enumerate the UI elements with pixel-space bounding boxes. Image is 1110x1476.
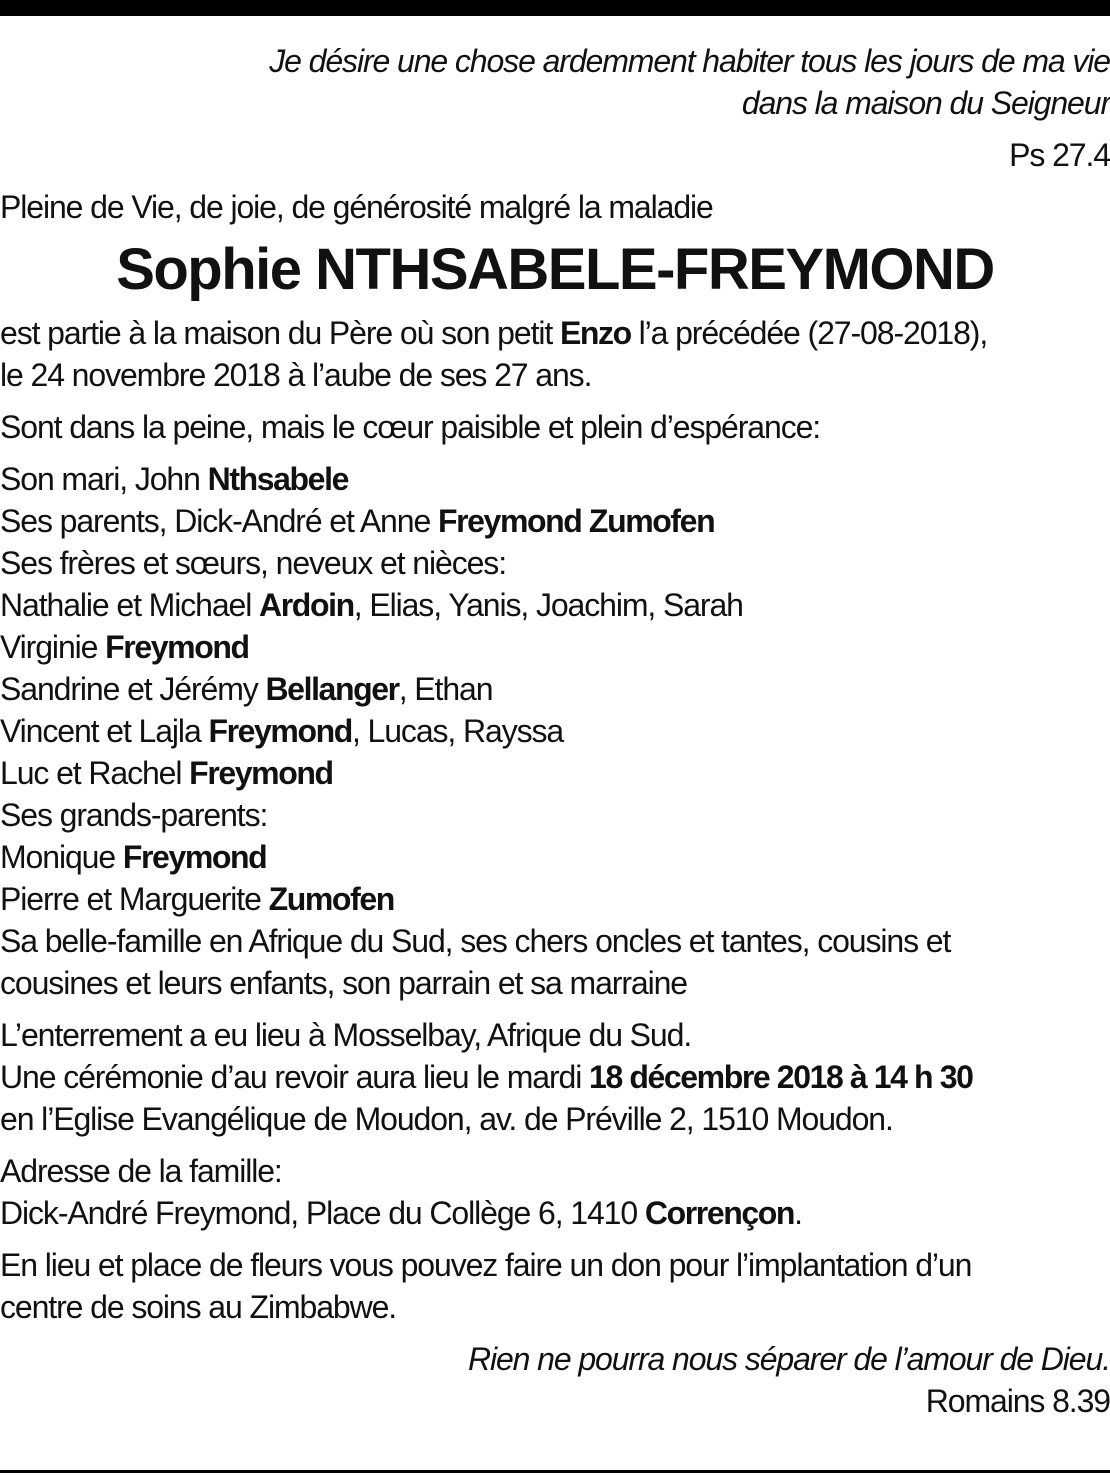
bottom-border-rule: [0, 1470, 1110, 1473]
ceremony-line: [0, 1056, 1110, 1098]
family-line: [0, 878, 1110, 920]
family-line: [0, 836, 1110, 878]
family-line-text: Ses parents, Dick-André et Anne: [0, 503, 438, 539]
family-line: [0, 584, 1110, 626]
family-line: [0, 626, 1110, 668]
burial-line: L’enterrement a eu lieu à Mosselbay, Afrique du Sud.: [0, 1017, 692, 1053]
family-address-town: Corrençon: [644, 1195, 795, 1231]
family-line-surname: Freymond: [208, 713, 352, 749]
family-line-rest: , Lucas, Rayssa: [351, 713, 564, 749]
family-line-text: Pierre et Marguerite: [0, 881, 269, 917]
family-line-surname: Nthsabele: [207, 461, 348, 497]
family-line-surname: Zumofen: [268, 881, 394, 917]
family-line: [0, 542, 1110, 584]
family-address-text: Dick-André Freymond, Place du Collège 6, 1410: [0, 1195, 645, 1231]
family-line-surname: Freymond: [189, 755, 333, 791]
ceremony-date: 18 décembre 2018 à 14 h 30: [589, 1059, 973, 1095]
passing-child-name: Enzo: [559, 315, 631, 351]
family-line: [0, 794, 1110, 836]
ceremony-text: Une cérémonie d’au revoir aura lieu le mardi: [0, 1059, 590, 1095]
passing-text-c: l’a précédée (27-08-2018),: [630, 315, 988, 351]
family-line-text: Sandrine et Jérémy: [0, 671, 266, 707]
family-line: [0, 668, 1110, 710]
family-line-surname: Freymond Zumofen: [437, 503, 715, 539]
opening-verse-reference: Ps 27.4: [1009, 137, 1110, 173]
family-line: [0, 500, 1110, 542]
obituary-notice: [0, 40, 1110, 1422]
passing-line-1: [0, 312, 1110, 354]
passing-text-a: est partie à la maison du Père où son petit: [0, 315, 560, 351]
family-line-text: Ses frères et sœurs, neveux et nièces:: [0, 545, 506, 581]
closing-verse-reference: Romains 8.39: [925, 1383, 1110, 1419]
closing-verse: Rien ne pourra nous séparer de l’amour de Dieu.: [467, 1341, 1110, 1377]
ceremony-location: en l’Eglise Evangélique de Moudon, av. de Préville 2, 1510 Moudon.: [0, 1101, 893, 1137]
family-address-label: Adresse de la famille:: [0, 1153, 282, 1189]
family-line-text: Ses grands-parents:: [0, 797, 268, 833]
top-border-rule: [0, 0, 1110, 16]
family-list: [0, 458, 1110, 920]
passing-line-2: le 24 novembre 2018 à l’aube de ses 27 ans.: [0, 357, 592, 393]
family-line-text: Nathalie et Michael: [0, 587, 260, 623]
family-line-rest: , Ethan: [398, 671, 493, 707]
family-line-surname: Freymond: [105, 629, 249, 665]
family-line-text: Son mari, John: [0, 461, 208, 497]
donation-line-1: En lieu et place de fleurs vous pouvez faire un don pour l’implantation d’un: [0, 1247, 972, 1283]
family-line: [0, 458, 1110, 500]
opening-verse-line-1: Je désire une chose ardemment habiter tous les jours de ma vie: [269, 43, 1110, 79]
family-line-text: Vincent et Lajla: [0, 713, 209, 749]
extended-family-line-2: cousines et leurs enfants, son parrain et sa marraine: [0, 965, 687, 1001]
donation-line-2: centre de soins au Zimbabwe.: [0, 1289, 397, 1325]
family-line: [0, 710, 1110, 752]
family-line-text: Virginie: [0, 629, 106, 665]
family-line-surname: Freymond: [122, 839, 267, 875]
family-line-surname: Ardoin: [259, 587, 354, 623]
family-address-end: .: [794, 1195, 802, 1231]
opening-verse-line-2: dans la maison du Seigneur: [741, 85, 1110, 121]
family-address: [0, 1192, 1110, 1234]
extended-family-line-1: Sa belle-famille en Afrique du Sud, ses chers oncles et tantes, cousins et: [0, 923, 951, 959]
family-line: [0, 752, 1110, 794]
family-line-text: Monique: [0, 839, 123, 875]
family-line-rest: , Elias, Yanis, Joachim, Sarah: [353, 587, 743, 623]
family-line-text: Luc et Rachel: [0, 755, 190, 791]
mourners-intro: Sont dans la peine, mais le cœur paisible et plein d’espérance:: [0, 409, 821, 445]
deceased-name: Sophie NTHSABELE-FREYMOND: [116, 237, 994, 302]
intro-line: Pleine de Vie, de joie, de générosité malgré la maladie: [0, 189, 713, 225]
family-line-surname: Bellanger: [265, 671, 399, 707]
